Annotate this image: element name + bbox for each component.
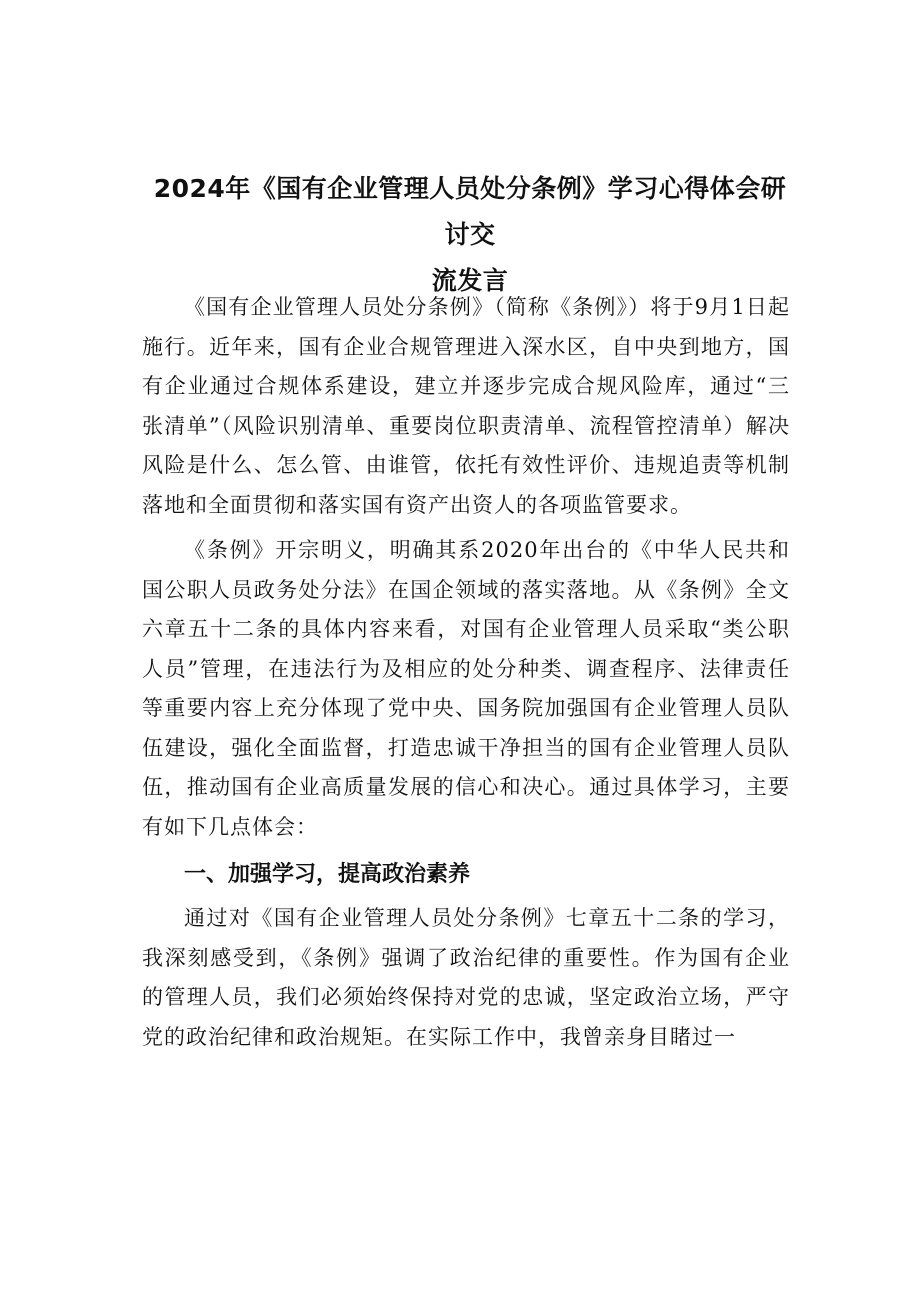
paragraph-intro: 《国有企业管理人员处分条例》（简称《条例》）将于9月1日起施行。近年来，国有企业合规管理进入深水区，自中央到地方，国有企业通过合规体系建设，建立并逐步完成合规风险库，通过“三张清单”（风险识别清单、重要岗位职责清单、流程管控清单）解决风险是什么、怎么管、由谁管，依托有效性评价、违规追责等机制落地和全面贯彻和落实国有资产出资人的各项监管要求。	[142, 295, 790, 517]
title-line-2: 流发言	[431, 266, 509, 295]
section-heading-1: 一、加强学习，提高政治素养	[184, 862, 471, 887]
document-body	[142, 288, 790, 1063]
title-line-1: 2024年《国有企业管理人员处分条例》学习心得体会研讨交	[153, 174, 787, 249]
document-title	[150, 166, 790, 304]
paragraph-section-1: 通过对《国有企业管理人员处分条例》七章五十二条的学习，我深刻感受到，《条例》强调了政治纪律的重要性。作为国有企业的管理人员，我们必须始终保持对党的忠诚，坚定政治立场，严守党的政治纪律和政治规矩。在实际工作中，我曾亲身目睹过一	[142, 906, 790, 1049]
paragraph-overview: 《条例》开宗明义，明确其系2020年出台的《中华人民共和国公职人员政务处分法》在国企领域的落实落地。从《条例》全文六章五十二条的具体内容来看，对国有企业管理人员采取“类公职人员”管理，在违法行为及相应的处分种类、调查程序、法律责任等重要内容上充分体现了党中央、国务院加强国有企业管理人员队伍建设，强化全面监督，打造忠诚干净担当的国有企业管理人员队伍，推动国有企业高质量发展的信心和决心。通过具体学习，主要有如下几点体会：	[142, 538, 790, 839]
